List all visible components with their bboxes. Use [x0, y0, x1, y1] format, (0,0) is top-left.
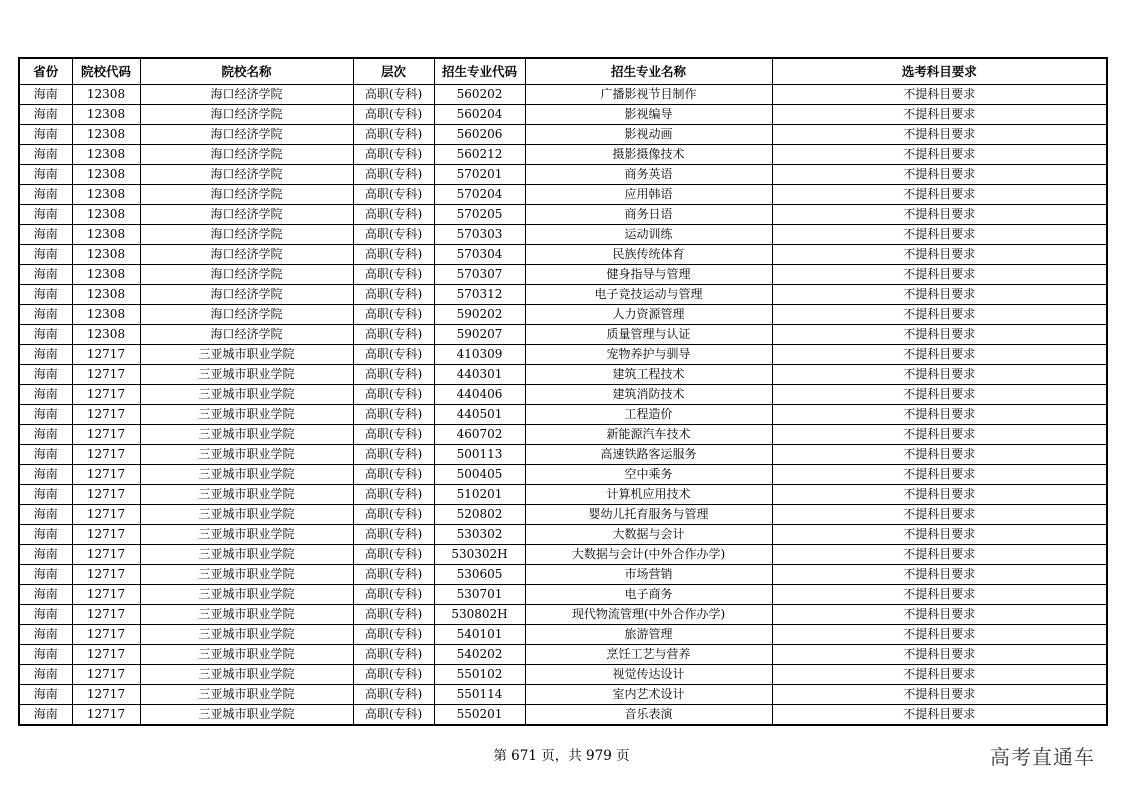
level-cell: 高职(专科): [353, 285, 434, 305]
level-cell: 高职(专科): [353, 265, 434, 285]
school-name-cell: 海口经济学院: [140, 105, 353, 125]
province-cell: 海南: [19, 185, 72, 205]
school-name-cell: 三亚城市职业学院: [140, 525, 353, 545]
province-cell: 海南: [19, 205, 72, 225]
table-row: [19, 145, 1107, 165]
level-cell: 高职(专科): [353, 225, 434, 245]
major-name-cell: 广播影视节目制作: [525, 85, 772, 105]
major-code-cell: 530802H: [434, 605, 525, 625]
level-cell: 高职(专科): [353, 125, 434, 145]
level-cell: 高职(专科): [353, 565, 434, 585]
level-cell: 高职(专科): [353, 445, 434, 465]
level-cell: 高职(专科): [353, 405, 434, 425]
major-name-cell: 影视动画: [525, 125, 772, 145]
table-row: [19, 285, 1107, 305]
school-code-cell: 12717: [72, 505, 140, 525]
subject-requirement-cell: 不提科目要求: [772, 405, 1107, 425]
column-header: 院校名称: [140, 58, 353, 85]
subject-requirement-cell: 不提科目要求: [772, 165, 1107, 185]
table-row: [19, 425, 1107, 445]
subject-requirement-cell: 不提科目要求: [772, 85, 1107, 105]
level-cell: 高职(专科): [353, 165, 434, 185]
subject-requirement-cell: 不提科目要求: [772, 245, 1107, 265]
table-row: [19, 165, 1107, 185]
table-row: [19, 105, 1107, 125]
province-cell: 海南: [19, 585, 72, 605]
school-name-cell: 三亚城市职业学院: [140, 705, 353, 726]
school-name-cell: 三亚城市职业学院: [140, 365, 353, 385]
major-name-cell: 室内艺术设计: [525, 685, 772, 705]
subject-requirement-cell: 不提科目要求: [772, 645, 1107, 665]
table-row: [19, 685, 1107, 705]
major-code-cell: 570307: [434, 265, 525, 285]
major-name-cell: 大数据与会计(中外合作办学): [525, 545, 772, 565]
major-name-cell: 商务日语: [525, 205, 772, 225]
subject-requirement-cell: 不提科目要求: [772, 625, 1107, 645]
school-name-cell: 三亚城市职业学院: [140, 505, 353, 525]
school-name-cell: 海口经济学院: [140, 245, 353, 265]
major-name-cell: 健身指导与管理: [525, 265, 772, 285]
table-header-row: [19, 58, 1107, 85]
school-code-cell: 12308: [72, 245, 140, 265]
school-name-cell: 三亚城市职业学院: [140, 665, 353, 685]
school-name-cell: 三亚城市职业学院: [140, 345, 353, 365]
table-row: [19, 385, 1107, 405]
subject-requirement-cell: 不提科目要求: [772, 145, 1107, 165]
major-name-cell: 计算机应用技术: [525, 485, 772, 505]
table-row: [19, 665, 1107, 685]
major-code-cell: 540202: [434, 645, 525, 665]
province-cell: 海南: [19, 505, 72, 525]
level-cell: 高职(专科): [353, 385, 434, 405]
school-name-cell: 三亚城市职业学院: [140, 625, 353, 645]
province-cell: 海南: [19, 465, 72, 485]
school-name-cell: 三亚城市职业学院: [140, 545, 353, 565]
level-cell: 高职(专科): [353, 705, 434, 726]
table-row: [19, 365, 1107, 385]
school-name-cell: 海口经济学院: [140, 265, 353, 285]
school-code-cell: 12717: [72, 605, 140, 625]
table-row: [19, 465, 1107, 485]
province-cell: 海南: [19, 665, 72, 685]
school-name-cell: 海口经济学院: [140, 285, 353, 305]
province-cell: 海南: [19, 705, 72, 726]
school-code-cell: 12308: [72, 285, 140, 305]
table-row: [19, 705, 1107, 726]
province-cell: 海南: [19, 245, 72, 265]
subject-requirement-cell: 不提科目要求: [772, 485, 1107, 505]
school-name-cell: 海口经济学院: [140, 165, 353, 185]
major-name-cell: 旅游管理: [525, 625, 772, 645]
major-code-cell: 570201: [434, 165, 525, 185]
major-code-cell: 560202: [434, 85, 525, 105]
level-cell: 高职(专科): [353, 85, 434, 105]
province-cell: 海南: [19, 125, 72, 145]
province-cell: 海南: [19, 285, 72, 305]
school-name-cell: 三亚城市职业学院: [140, 585, 353, 605]
level-cell: 高职(专科): [353, 645, 434, 665]
school-code-cell: 12717: [72, 585, 140, 605]
subject-requirement-cell: 不提科目要求: [772, 445, 1107, 465]
level-cell: 高职(专科): [353, 625, 434, 645]
table-row: [19, 585, 1107, 605]
subject-requirement-cell: 不提科目要求: [772, 425, 1107, 445]
school-code-cell: 12717: [72, 365, 140, 385]
school-name-cell: 海口经济学院: [140, 225, 353, 245]
school-code-cell: 12308: [72, 205, 140, 225]
subject-requirement-cell: 不提科目要求: [772, 285, 1107, 305]
school-code-cell: 12717: [72, 525, 140, 545]
major-code-cell: 520802: [434, 505, 525, 525]
major-code-cell: 590202: [434, 305, 525, 325]
table-row: [19, 545, 1107, 565]
major-code-cell: 560212: [434, 145, 525, 165]
table-row: [19, 445, 1107, 465]
subject-requirement-cell: 不提科目要求: [772, 565, 1107, 585]
table-row: [19, 85, 1107, 105]
major-name-cell: 空中乘务: [525, 465, 772, 485]
school-name-cell: 三亚城市职业学院: [140, 565, 353, 585]
table-row: [19, 305, 1107, 325]
school-code-cell: 12308: [72, 145, 140, 165]
province-cell: 海南: [19, 425, 72, 445]
table-row: [19, 645, 1107, 665]
major-code-cell: 550201: [434, 705, 525, 726]
province-cell: 海南: [19, 605, 72, 625]
level-cell: 高职(专科): [353, 305, 434, 325]
major-name-cell: 运动训练: [525, 225, 772, 245]
school-code-cell: 12308: [72, 105, 140, 125]
table-row: [19, 185, 1107, 205]
school-name-cell: 三亚城市职业学院: [140, 405, 353, 425]
subject-requirement-cell: 不提科目要求: [772, 105, 1107, 125]
level-cell: 高职(专科): [353, 425, 434, 445]
level-cell: 高职(专科): [353, 145, 434, 165]
subject-requirement-cell: 不提科目要求: [772, 265, 1107, 285]
major-name-cell: 电子竞技运动与管理: [525, 285, 772, 305]
level-cell: 高职(专科): [353, 325, 434, 345]
level-cell: 高职(专科): [353, 665, 434, 685]
major-name-cell: 工程造价: [525, 405, 772, 425]
subject-requirement-cell: 不提科目要求: [772, 545, 1107, 565]
major-code-cell: 570205: [434, 205, 525, 225]
level-cell: 高职(专科): [353, 485, 434, 505]
major-name-cell: 婴幼儿托育服务与管理: [525, 505, 772, 525]
major-code-cell: 440501: [434, 405, 525, 425]
major-name-cell: 建筑工程技术: [525, 365, 772, 385]
column-header: 层次: [353, 58, 434, 85]
school-name-cell: 三亚城市职业学院: [140, 485, 353, 505]
table-row: [19, 225, 1107, 245]
school-code-cell: 12717: [72, 645, 140, 665]
table-row: [19, 245, 1107, 265]
level-cell: 高职(专科): [353, 685, 434, 705]
major-code-cell: 510201: [434, 485, 525, 505]
subject-requirement-cell: 不提科目要求: [772, 605, 1107, 625]
major-code-cell: 440301: [434, 365, 525, 385]
level-cell: 高职(专科): [353, 525, 434, 545]
school-name-cell: 三亚城市职业学院: [140, 605, 353, 625]
major-name-cell: 质量管理与认证: [525, 325, 772, 345]
major-code-cell: 560204: [434, 105, 525, 125]
major-code-cell: 440406: [434, 385, 525, 405]
major-name-cell: 新能源汽车技术: [525, 425, 772, 445]
major-name-cell: 民族传统体育: [525, 245, 772, 265]
table-row: [19, 405, 1107, 425]
major-name-cell: 人力资源管理: [525, 305, 772, 325]
major-code-cell: 570312: [434, 285, 525, 305]
level-cell: 高职(专科): [353, 245, 434, 265]
table-row: [19, 265, 1107, 285]
subject-requirement-cell: 不提科目要求: [772, 665, 1107, 685]
school-name-cell: 海口经济学院: [140, 305, 353, 325]
school-name-cell: 三亚城市职业学院: [140, 425, 353, 445]
province-cell: 海南: [19, 85, 72, 105]
subject-requirement-cell: 不提科目要求: [772, 465, 1107, 485]
table-row: [19, 125, 1107, 145]
table-row: [19, 625, 1107, 645]
school-code-cell: 12717: [72, 445, 140, 465]
watermark-text: 高考直通车: [990, 745, 1095, 769]
province-cell: 海南: [19, 365, 72, 385]
subject-requirement-cell: 不提科目要求: [772, 125, 1107, 145]
major-name-cell: 电子商务: [525, 585, 772, 605]
table-row: [19, 505, 1107, 525]
major-name-cell: 影视编导: [525, 105, 772, 125]
major-code-cell: 570304: [434, 245, 525, 265]
subject-requirement-cell: 不提科目要求: [772, 205, 1107, 225]
major-code-cell: 550102: [434, 665, 525, 685]
school-code-cell: 12308: [72, 185, 140, 205]
major-name-cell: 应用韩语: [525, 185, 772, 205]
school-code-cell: 12717: [72, 345, 140, 365]
table-row: [19, 345, 1107, 365]
province-cell: 海南: [19, 485, 72, 505]
subject-requirement-cell: 不提科目要求: [772, 345, 1107, 365]
school-name-cell: 海口经济学院: [140, 325, 353, 345]
province-cell: 海南: [19, 565, 72, 585]
major-name-cell: 现代物流管理(中外合作办学): [525, 605, 772, 625]
major-code-cell: 530605: [434, 565, 525, 585]
school-code-cell: 12717: [72, 425, 140, 445]
major-name-cell: 视觉传达设计: [525, 665, 772, 685]
province-cell: 海南: [19, 645, 72, 665]
province-cell: 海南: [19, 105, 72, 125]
major-code-cell: 500405: [434, 465, 525, 485]
major-code-cell: 590207: [434, 325, 525, 345]
school-code-cell: 12717: [72, 545, 140, 565]
subject-requirement-cell: 不提科目要求: [772, 525, 1107, 545]
table-row: [19, 605, 1107, 625]
major-name-cell: 建筑消防技术: [525, 385, 772, 405]
major-code-cell: 410309: [434, 345, 525, 365]
school-name-cell: 海口经济学院: [140, 205, 353, 225]
school-code-cell: 12308: [72, 305, 140, 325]
province-cell: 海南: [19, 385, 72, 405]
school-code-cell: 12717: [72, 665, 140, 685]
school-name-cell: 三亚城市职业学院: [140, 645, 353, 665]
school-code-cell: 12717: [72, 685, 140, 705]
subject-requirement-cell: 不提科目要求: [772, 225, 1107, 245]
province-cell: 海南: [19, 165, 72, 185]
table-row: [19, 485, 1107, 505]
level-cell: 高职(专科): [353, 105, 434, 125]
table-body: [19, 85, 1107, 726]
school-name-cell: 海口经济学院: [140, 125, 353, 145]
school-name-cell: 三亚城市职业学院: [140, 445, 353, 465]
major-name-cell: 商务英语: [525, 165, 772, 185]
major-code-cell: 540101: [434, 625, 525, 645]
level-cell: 高职(专科): [353, 585, 434, 605]
province-cell: 海南: [19, 225, 72, 245]
column-header: 招生专业名称: [525, 58, 772, 85]
subject-requirement-cell: 不提科目要求: [772, 705, 1107, 726]
school-code-cell: 12308: [72, 265, 140, 285]
school-code-cell: 12308: [72, 85, 140, 105]
major-code-cell: 570204: [434, 185, 525, 205]
table-row: [19, 205, 1107, 225]
subject-requirement-cell: 不提科目要求: [772, 365, 1107, 385]
admissions-table: [18, 57, 1108, 726]
major-code-cell: 570303: [434, 225, 525, 245]
school-name-cell: 海口经济学院: [140, 185, 353, 205]
level-cell: 高职(专科): [353, 605, 434, 625]
column-header: 招生专业代码: [434, 58, 525, 85]
province-cell: 海南: [19, 305, 72, 325]
major-name-cell: 烹饪工艺与营养: [525, 645, 772, 665]
school-code-cell: 12717: [72, 485, 140, 505]
province-cell: 海南: [19, 625, 72, 645]
school-code-cell: 12717: [72, 625, 140, 645]
major-code-cell: 530302: [434, 525, 525, 545]
province-cell: 海南: [19, 265, 72, 285]
major-name-cell: 大数据与会计: [525, 525, 772, 545]
level-cell: 高职(专科): [353, 365, 434, 385]
province-cell: 海南: [19, 145, 72, 165]
province-cell: 海南: [19, 545, 72, 565]
province-cell: 海南: [19, 685, 72, 705]
school-code-cell: 12717: [72, 465, 140, 485]
subject-requirement-cell: 不提科目要求: [772, 505, 1107, 525]
major-code-cell: 550114: [434, 685, 525, 705]
province-cell: 海南: [19, 345, 72, 365]
level-cell: 高职(专科): [353, 185, 434, 205]
major-name-cell: 宠物养护与驯导: [525, 345, 772, 365]
major-code-cell: 460702: [434, 425, 525, 445]
table-row: [19, 525, 1107, 545]
level-cell: 高职(专科): [353, 465, 434, 485]
subject-requirement-cell: 不提科目要求: [772, 305, 1107, 325]
school-code-cell: 12308: [72, 165, 140, 185]
major-code-cell: 530701: [434, 585, 525, 605]
school-name-cell: 三亚城市职业学院: [140, 465, 353, 485]
school-code-cell: 12308: [72, 225, 140, 245]
table-row: [19, 325, 1107, 345]
column-header: 省份: [19, 58, 72, 85]
table-row: [19, 565, 1107, 585]
major-code-cell: 560206: [434, 125, 525, 145]
column-header: 院校代码: [72, 58, 140, 85]
admissions-table-container: [18, 57, 1106, 726]
subject-requirement-cell: 不提科目要求: [772, 185, 1107, 205]
province-cell: 海南: [19, 525, 72, 545]
subject-requirement-cell: 不提科目要求: [772, 685, 1107, 705]
page-number: 第 671 页，共 979 页: [493, 748, 630, 764]
school-name-cell: 海口经济学院: [140, 145, 353, 165]
major-code-cell: 500113: [434, 445, 525, 465]
subject-requirement-cell: 不提科目要求: [772, 325, 1107, 345]
school-code-cell: 12717: [72, 385, 140, 405]
level-cell: 高职(专科): [353, 505, 434, 525]
province-cell: 海南: [19, 445, 72, 465]
school-code-cell: 12717: [72, 565, 140, 585]
school-name-cell: 三亚城市职业学院: [140, 385, 353, 405]
province-cell: 海南: [19, 325, 72, 345]
school-code-cell: 12717: [72, 405, 140, 425]
major-name-cell: 市场营销: [525, 565, 772, 585]
school-code-cell: 12717: [72, 705, 140, 726]
level-cell: 高职(专科): [353, 345, 434, 365]
subject-requirement-cell: 不提科目要求: [772, 585, 1107, 605]
province-cell: 海南: [19, 405, 72, 425]
school-name-cell: 海口经济学院: [140, 85, 353, 105]
level-cell: 高职(专科): [353, 205, 434, 225]
major-name-cell: 摄影摄像技术: [525, 145, 772, 165]
school-code-cell: 12308: [72, 325, 140, 345]
subject-requirement-cell: 不提科目要求: [772, 385, 1107, 405]
major-name-cell: 高速铁路客运服务: [525, 445, 772, 465]
major-name-cell: 音乐表演: [525, 705, 772, 726]
column-header: 选考科目要求: [772, 58, 1107, 85]
school-code-cell: 12308: [72, 125, 140, 145]
level-cell: 高职(专科): [353, 545, 434, 565]
school-name-cell: 三亚城市职业学院: [140, 685, 353, 705]
major-code-cell: 530302H: [434, 545, 525, 565]
